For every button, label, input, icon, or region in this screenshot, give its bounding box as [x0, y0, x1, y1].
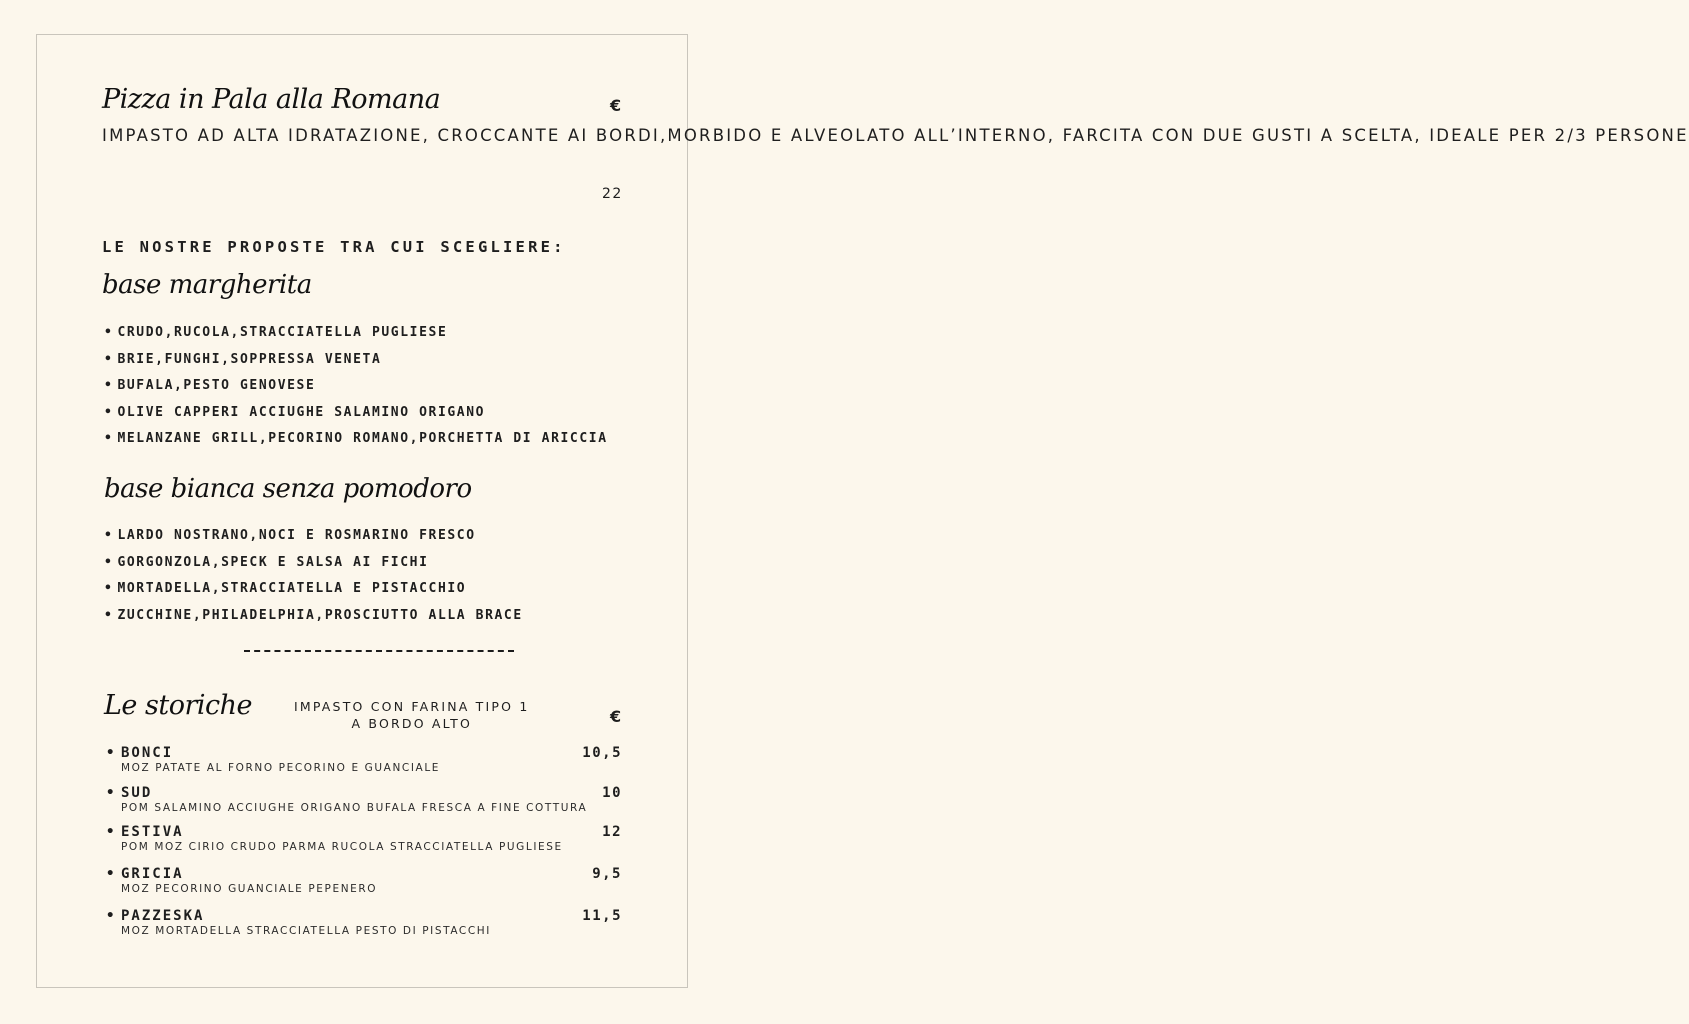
- list-item: • LARDO NOSTRANO,NOCI E ROSMARINO FRESCO: [104, 528, 476, 543]
- storiche-impasto-note: IMPASTO CON FARINA TIPO 1 A BORDO ALTO: [294, 699, 530, 731]
- list-item: • GORGONZOLA,SPECK E SALSA AI FICHI: [104, 554, 429, 570]
- list-item: • BUFALA,PESTO GENOVESE: [104, 378, 316, 393]
- item-ingredients: MOZ PATATE AL FORNO PECORINO E GUANCIALE: [121, 762, 440, 774]
- list-item: • MORTADELLA,STRACCIATELLA E PISTACCHIO: [104, 581, 467, 596]
- menu-item-pazzeska: • PAZZESKA 11,5 MOZ MORTADELLA STRACCIATELLA PESTO DI PISTACCHI: [106, 908, 622, 937]
- item-ingredients: POM MOZ CIRIO CRUDO PARMA RUCOLA STRACCIATELLA PUGLIESE: [121, 841, 563, 853]
- item-price: 9,5: [592, 866, 622, 882]
- item-price: 10: [602, 785, 622, 801]
- pala-currency: €: [610, 96, 622, 115]
- item-name: SUD: [121, 785, 153, 801]
- menu-item-estiva: • ESTIVA 12 POM MOZ CIRIO CRUDO PARMA RUCOLA STRACCIATELLA PUGLIESE: [106, 824, 622, 853]
- dashed-divider: [244, 650, 514, 652]
- base-bianca-title: base bianca senza pomodoro: [104, 474, 472, 504]
- item-price: 10,5: [582, 745, 622, 761]
- storiche-currency: €: [610, 707, 622, 726]
- item-ingredients: MOZ MORTADELLA STRACCIATELLA PESTO DI PISTACCHI: [121, 925, 491, 937]
- item-ingredients: MOZ PECORINO GUANCIALE PEPENERO: [121, 883, 378, 895]
- pala-description: IMPASTO AD ALTA IDRATAZIONE, CROCCANTE AI BORDI,MORBIDO E ALVEOLATO ALL’INTERNO, FARCITA CON DUE GUSTI A SCELTA, IDEALE PER 2/3 PERSONE: [102, 126, 1689, 145]
- item-name: ESTIVA: [121, 824, 184, 840]
- list-item: • ZUCCHINE,PHILADELPHIA,PROSCIUTTO ALLA BRACE: [104, 607, 523, 623]
- storiche-title: Le storiche: [104, 690, 252, 721]
- item-name: GRICIA: [121, 866, 184, 882]
- proposte-heading: LE NOSTRE PROPOSTE TRA CUI SCEGLIERE:: [102, 238, 566, 256]
- list-item: • MELANZANE GRILL,PECORINO ROMANO,PORCHETTA DI ARICCIA: [104, 431, 608, 446]
- base-margherita-list: [104, 325, 608, 458]
- pala-price: 22: [602, 186, 623, 202]
- list-item: • CRUDO,RUCOLA,STRACCIATELLA PUGLIESE: [104, 325, 448, 340]
- item-price: 12: [602, 824, 622, 840]
- list-item: • BRIE,FUNGHI,SOPPRESSA VENETA: [104, 351, 382, 367]
- item-name: BONCI: [121, 745, 174, 761]
- item-ingredients: POM SALAMINO ACCIUGHE ORIGANO BUFALA FRESCA A FINE COTTURA: [121, 802, 588, 814]
- base-bianca-list: [104, 528, 523, 634]
- menu-item-sud: • SUD 10 POM SALAMINO ACCIUGHE ORIGANO BUFALA FRESCA A FINE COTTURA: [106, 785, 622, 814]
- menu-item-bonci: • BONCI 10,5 MOZ PATATE AL FORNO PECORINO E GUANCIALE: [106, 745, 622, 774]
- list-item: • OLIVE CAPPERI ACCIUGHE SALAMINO ORIGANO: [104, 404, 486, 420]
- base-margherita-title: base margherita: [102, 270, 312, 300]
- pala-title: Pizza in Pala alla Romana: [102, 84, 441, 115]
- menu-item-gricia: • GRICIA 9,5 MOZ PECORINO GUANCIALE PEPENERO: [106, 866, 622, 895]
- item-name: PAZZESKA: [121, 908, 205, 924]
- item-price: 11,5: [582, 908, 622, 924]
